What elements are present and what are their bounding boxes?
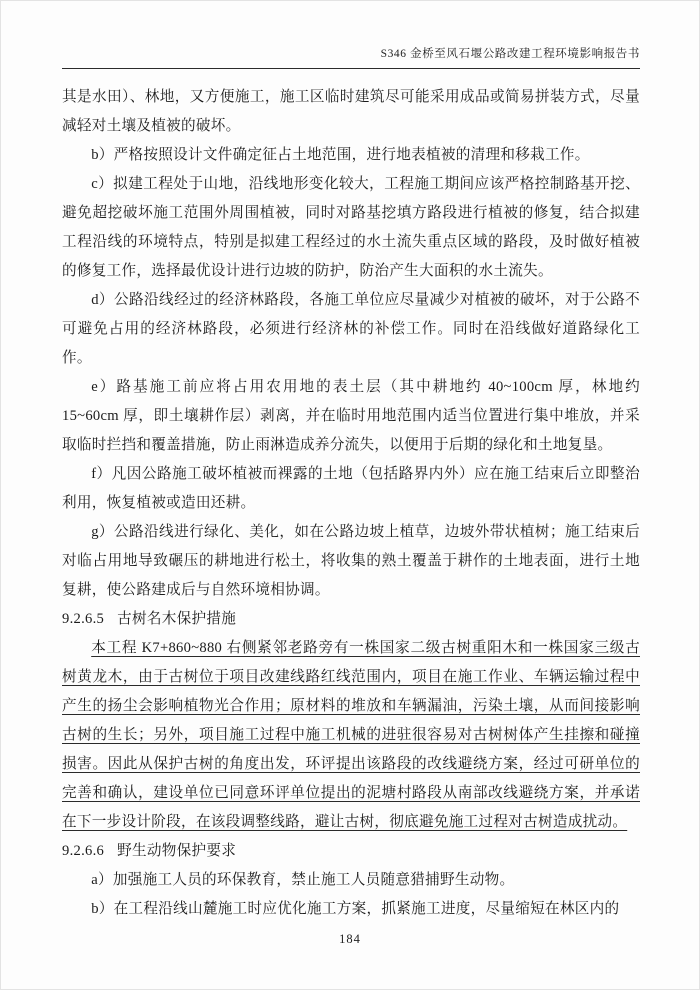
list-item-f: f）凡因公路施工破坏植被而裸露的土地（包括路界内外）应在施工结束后立即整治利用，恢复植被或造田还耕。 [62, 466, 640, 511]
list-item-g: g）公路沿线进行绿化、美化，如在公路边坡上植草，边坡外带状植树；施工结束后对临占用地导致碾压的耕地进行松土，将收集的熟土覆盖于耕作的土地表面，进行土地复耕，使公路建成后与自然环境相协调。 [62, 524, 640, 598]
section-number: 9.2.6.6 [62, 843, 105, 859]
list-item-b: b）严格按照设计文件确定征占土地范围，进行地表植被的清理和移栽工作。 [91, 147, 590, 163]
page-number: 184 [339, 932, 361, 946]
section-heading-9266 [62, 837, 640, 866]
list-item-e: e）路基施工前应将占用农用地的表土层（其中耕地约 40~100cm 厚，林地约 15~60cm 厚，即土壤耕作层）剥离，并在临时用地范围内适当位置进行集中堆放，并采取临时拦挡和覆盖措施，防止雨淋造成养分流失，以便用于后期的绿化和土地复垦。 [62, 379, 640, 453]
page-body [62, 83, 640, 924]
section-number: 9.2.6.5 [62, 611, 105, 627]
section-heading-9265 [62, 605, 640, 634]
list-item-b-wildlife: b）在工程沿线山麓施工时应优化施工方案，抓紧施工进度，尽量缩短在林区内的 [91, 901, 620, 917]
paragraph-continuation: 其是水田）、林地，又方便施工，施工区临时建筑尽可能采用成品或简易拼装方式，尽量减轻对土壤及植被的破坏。 [62, 89, 640, 134]
section-title: 野生动物保护要求 [117, 843, 237, 859]
list-item-a-wildlife: a）加强施工人员的环保教育，禁止施工人员随意猎捕野生动物。 [91, 872, 515, 888]
section-title: 古树名木保护措施 [117, 611, 237, 627]
running-header: S346 金桥至风石堰公路改建工程环境影响报告书 [62, 45, 640, 69]
list-item-c: c）拟建工程处于山地，沿线地形变化较大，工程施工期间应该严格控制路基开挖、避免超挖破坏施工范围外周围植被，同时对路基挖填方路段进行植被的修复，结合拟建工程沿线的环境特点，特别是拟建工程经过的水土流失重点区域的路段，及时做好植被的修复工作，选择最优设计进行边坡的防护，防治产生大面积的水土流失。 [62, 176, 640, 279]
list-item-d: d）公路沿线经过的经济林路段，各施工单位应尽量减少对植被的破坏，对于公路不可避免占用的经济林路段，必须进行经济林的补偿工作。同时在沿线做好道路绿化工作。 [62, 292, 640, 366]
underlined-paragraph-ancient-trees: 本工程 K7+860~880 右侧紧邻老路旁有一株国家二级古树重阳木和一株国家三级古树黄龙木，由于古树位于项目改建线路红线范围内，项目在施工作业、车辆运输过程中产生的扬尘会影响植物光合作用；原材料的堆放和车辆漏油，污染土壤，从而间接影响古树的生长；另外，项目施工过程中施工机械的进驻很容易对古树树体产生挂擦和碰撞损害。因此从保护古树的角度出发，环评提出该路段的改线避绕方案，经过可研单位的完善和确认，建设单位已同意环评单位提出的泥塘村路段从南部改线避绕方案，并承诺在下一步设计阶段，在该段调整线路，避让古树，彻底避免施工过程对古树造成扰动。 [62, 640, 640, 830]
